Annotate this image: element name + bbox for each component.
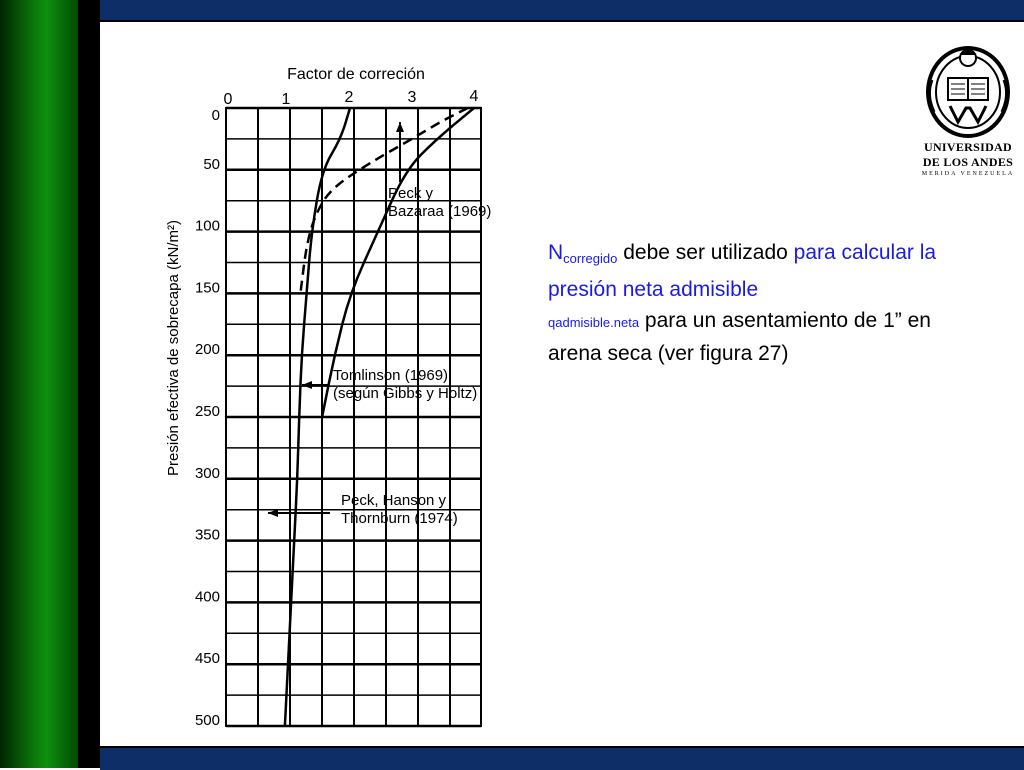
y-tick-400: 400	[194, 588, 220, 606]
y-tick-150: 150	[194, 279, 220, 297]
annotation-2-line-0: Peck, Hanson y	[341, 492, 447, 509]
annotation-arrowhead-0	[396, 122, 404, 132]
y-tick-450: 450	[194, 650, 220, 668]
chart-annotation-arrows	[268, 122, 404, 517]
x-tick-1: 1	[281, 91, 291, 108]
university-logo	[918, 40, 1018, 180]
annotation-0-line-1: Bazaraa (1969)	[388, 203, 492, 220]
annotation-1-line-0: Tomlinson (1969)	[333, 367, 449, 384]
y-tick-350: 350	[194, 526, 220, 544]
y-tick-100: 100	[194, 217, 220, 235]
note-part1: debe ser utilizado	[617, 241, 794, 264]
q-admisible-label: qadmisible.neta	[548, 315, 640, 330]
y-tick-300: 300	[194, 464, 220, 482]
logo-name-line1: UNIVERSIDAD	[924, 140, 1012, 154]
university-seal-icon	[918, 40, 1018, 140]
annotation-0-line-0: Peck y	[388, 185, 434, 202]
note-part3: para un asentamiento de 1” en arena seca (ver figura 27)	[548, 309, 931, 365]
x-tick-3: 3	[407, 89, 417, 106]
n-symbol: N	[548, 241, 564, 264]
x-tick-0: 0	[223, 91, 233, 108]
y-tick-500: 500	[194, 712, 220, 729]
y-tick-0: 0	[211, 107, 220, 124]
annotation-arrowhead-1	[302, 381, 312, 389]
chart-grid	[226, 108, 481, 726]
n-subscript: corregido	[563, 251, 618, 266]
chart-y-axis-label: Presión efectiva de sobrecapa (kN/m²)	[165, 220, 182, 476]
annotation-2-line-1: Thornburn (1974)	[341, 510, 458, 527]
slide-note-text	[548, 237, 968, 369]
chart-title: Factor de correción	[287, 66, 425, 83]
y-tick-200: 200	[194, 341, 220, 359]
x-tick-4: 4	[469, 88, 479, 105]
logo-subtitle: MERIDA VENEZUELA	[921, 171, 1015, 177]
y-tick-250: 250	[194, 403, 220, 420]
logo-name-line2: DE LOS ANDES	[922, 155, 1014, 169]
annotation-1-line-1: (según Gibbs y Holtz)	[333, 385, 478, 402]
note-part2: para calcular la presión neta admisible	[548, 241, 937, 301]
y-tick-50: 50	[203, 155, 220, 173]
x-tick-2: 2	[344, 89, 354, 106]
